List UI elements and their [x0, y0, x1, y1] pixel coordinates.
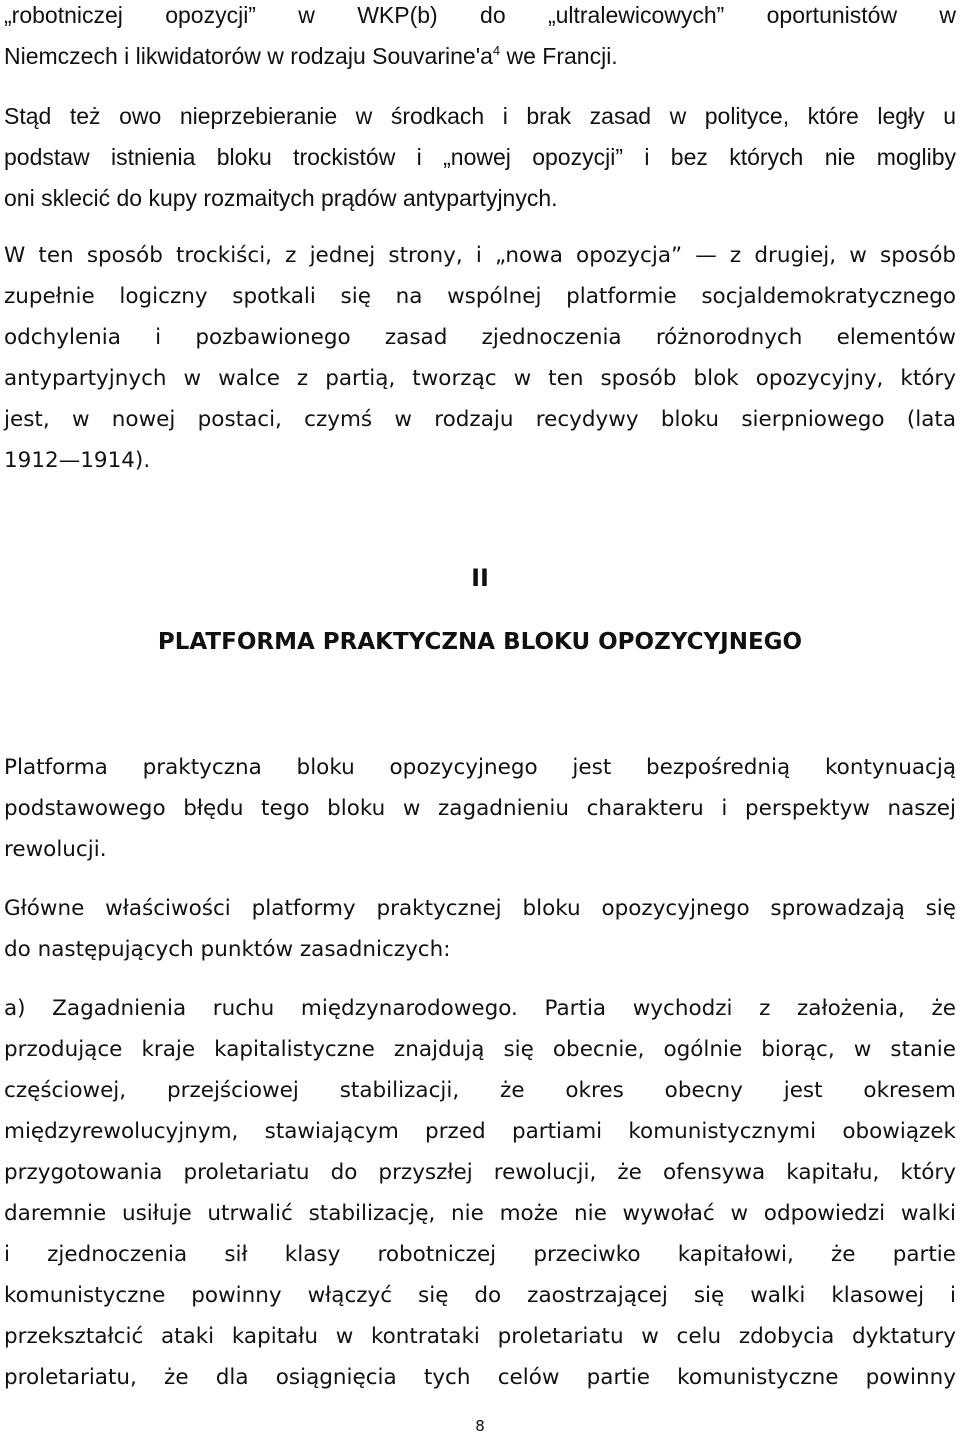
text-line: przodujące kraje kapitalistyczne znajdują się obecnie, ogólnie biorąc, w stanie [4, 1037, 956, 1062]
text-line: Główne właściwości platformy praktycznej bloku opozycyjnego sprowadzają się [4, 896, 956, 921]
text-line [4, 45, 956, 68]
page-number: 8 [475, 1417, 485, 1435]
text-line: podstawowego błędu tego bloku w zagadnieniu charakteru i perspektyw naszej [4, 796, 956, 821]
text-line: przekształcić ataki kapitału w kontrataki proletariatu w celu zdobycia dyktatury [4, 1324, 956, 1349]
text-line: przygotowania proletariatu do przyszłej rewolucji, że ofensywa kapitału, który [4, 1160, 956, 1185]
text-line: i zjednoczenia sił klasy robotniczej przeciwko kapitałowi, że partie [4, 1242, 956, 1267]
text-line: antypartyjnych w walce z partią, tworząc w ten sposób blok opozycyjny, który [4, 366, 956, 391]
text-line: oni sklecić do kupy rozmaitych prądów antypartyjnych. [4, 185, 558, 211]
text-line: jest, w nowej postaci, czymś w rodzaju recydywy bloku sierpniowego (lata [4, 407, 956, 432]
text-span: Niemczech i likwidatorów w rodzaju Souvarine'a [4, 43, 493, 69]
text-line: a) Zagadnienia ruchu międzynarodowego. Partia wychodzi z założenia, że [4, 996, 956, 1021]
text-span: we Francji. [500, 43, 618, 69]
text-line: Stąd też owo nieprzebieranie w środkach i brak zasad w polityce, które legły u [4, 103, 956, 129]
text-line: zupełnie logiczny spotkali się na wspólnej platformie socjaldemokratycznego [4, 284, 956, 309]
section-title: PLATFORMA PRAKTYCZNA BLOKU OPOZYCYJNEGO [157, 629, 803, 655]
text-line: rewolucji. [4, 837, 107, 862]
text-line: „robotniczej opozycji” w WKP(b) do „ultralewicowych” oportunistów w [4, 2, 956, 28]
text-line: do następujących punktów zasadniczych: [4, 937, 451, 962]
text-line: proletariatu, że dla osiągnięcia tych celów partie komunistyczne powinny [4, 1365, 956, 1390]
text-line: częściowej, przejściowej stabilizacji, że okres obecny jest okresem [4, 1078, 956, 1103]
text-line: 1912—1914). [4, 448, 151, 473]
text-line: daremnie usiłuje utrwalić stabilizację, nie może nie wywołać w odpowiedzi walki [4, 1201, 956, 1226]
text-line: międzyrewolucyjnym, stawiającym przed partiami komunistycznymi obowiązek [4, 1119, 956, 1144]
text-line: odchylenia i pozbawionego zasad zjednoczenia różnorodnych elementów [4, 325, 956, 350]
text-line: podstaw istnienia bloku trockistów i „nowej opozycji” i bez których nie mogliby [4, 144, 956, 170]
text-line: W ten sposób trockiści, z jednej strony, i „nowa opozycja” — z drugiej, w sposób [4, 243, 956, 268]
text-line: Platforma praktyczna bloku opozycyjnego jest bezpośrednią kontynuacją [4, 755, 956, 780]
section-number: II [471, 564, 489, 592]
footnote-reference: 4 [492, 43, 501, 58]
text-line: komunistyczne powinny włączyć się do zaostrzającej się walki klasowej i [4, 1283, 956, 1308]
